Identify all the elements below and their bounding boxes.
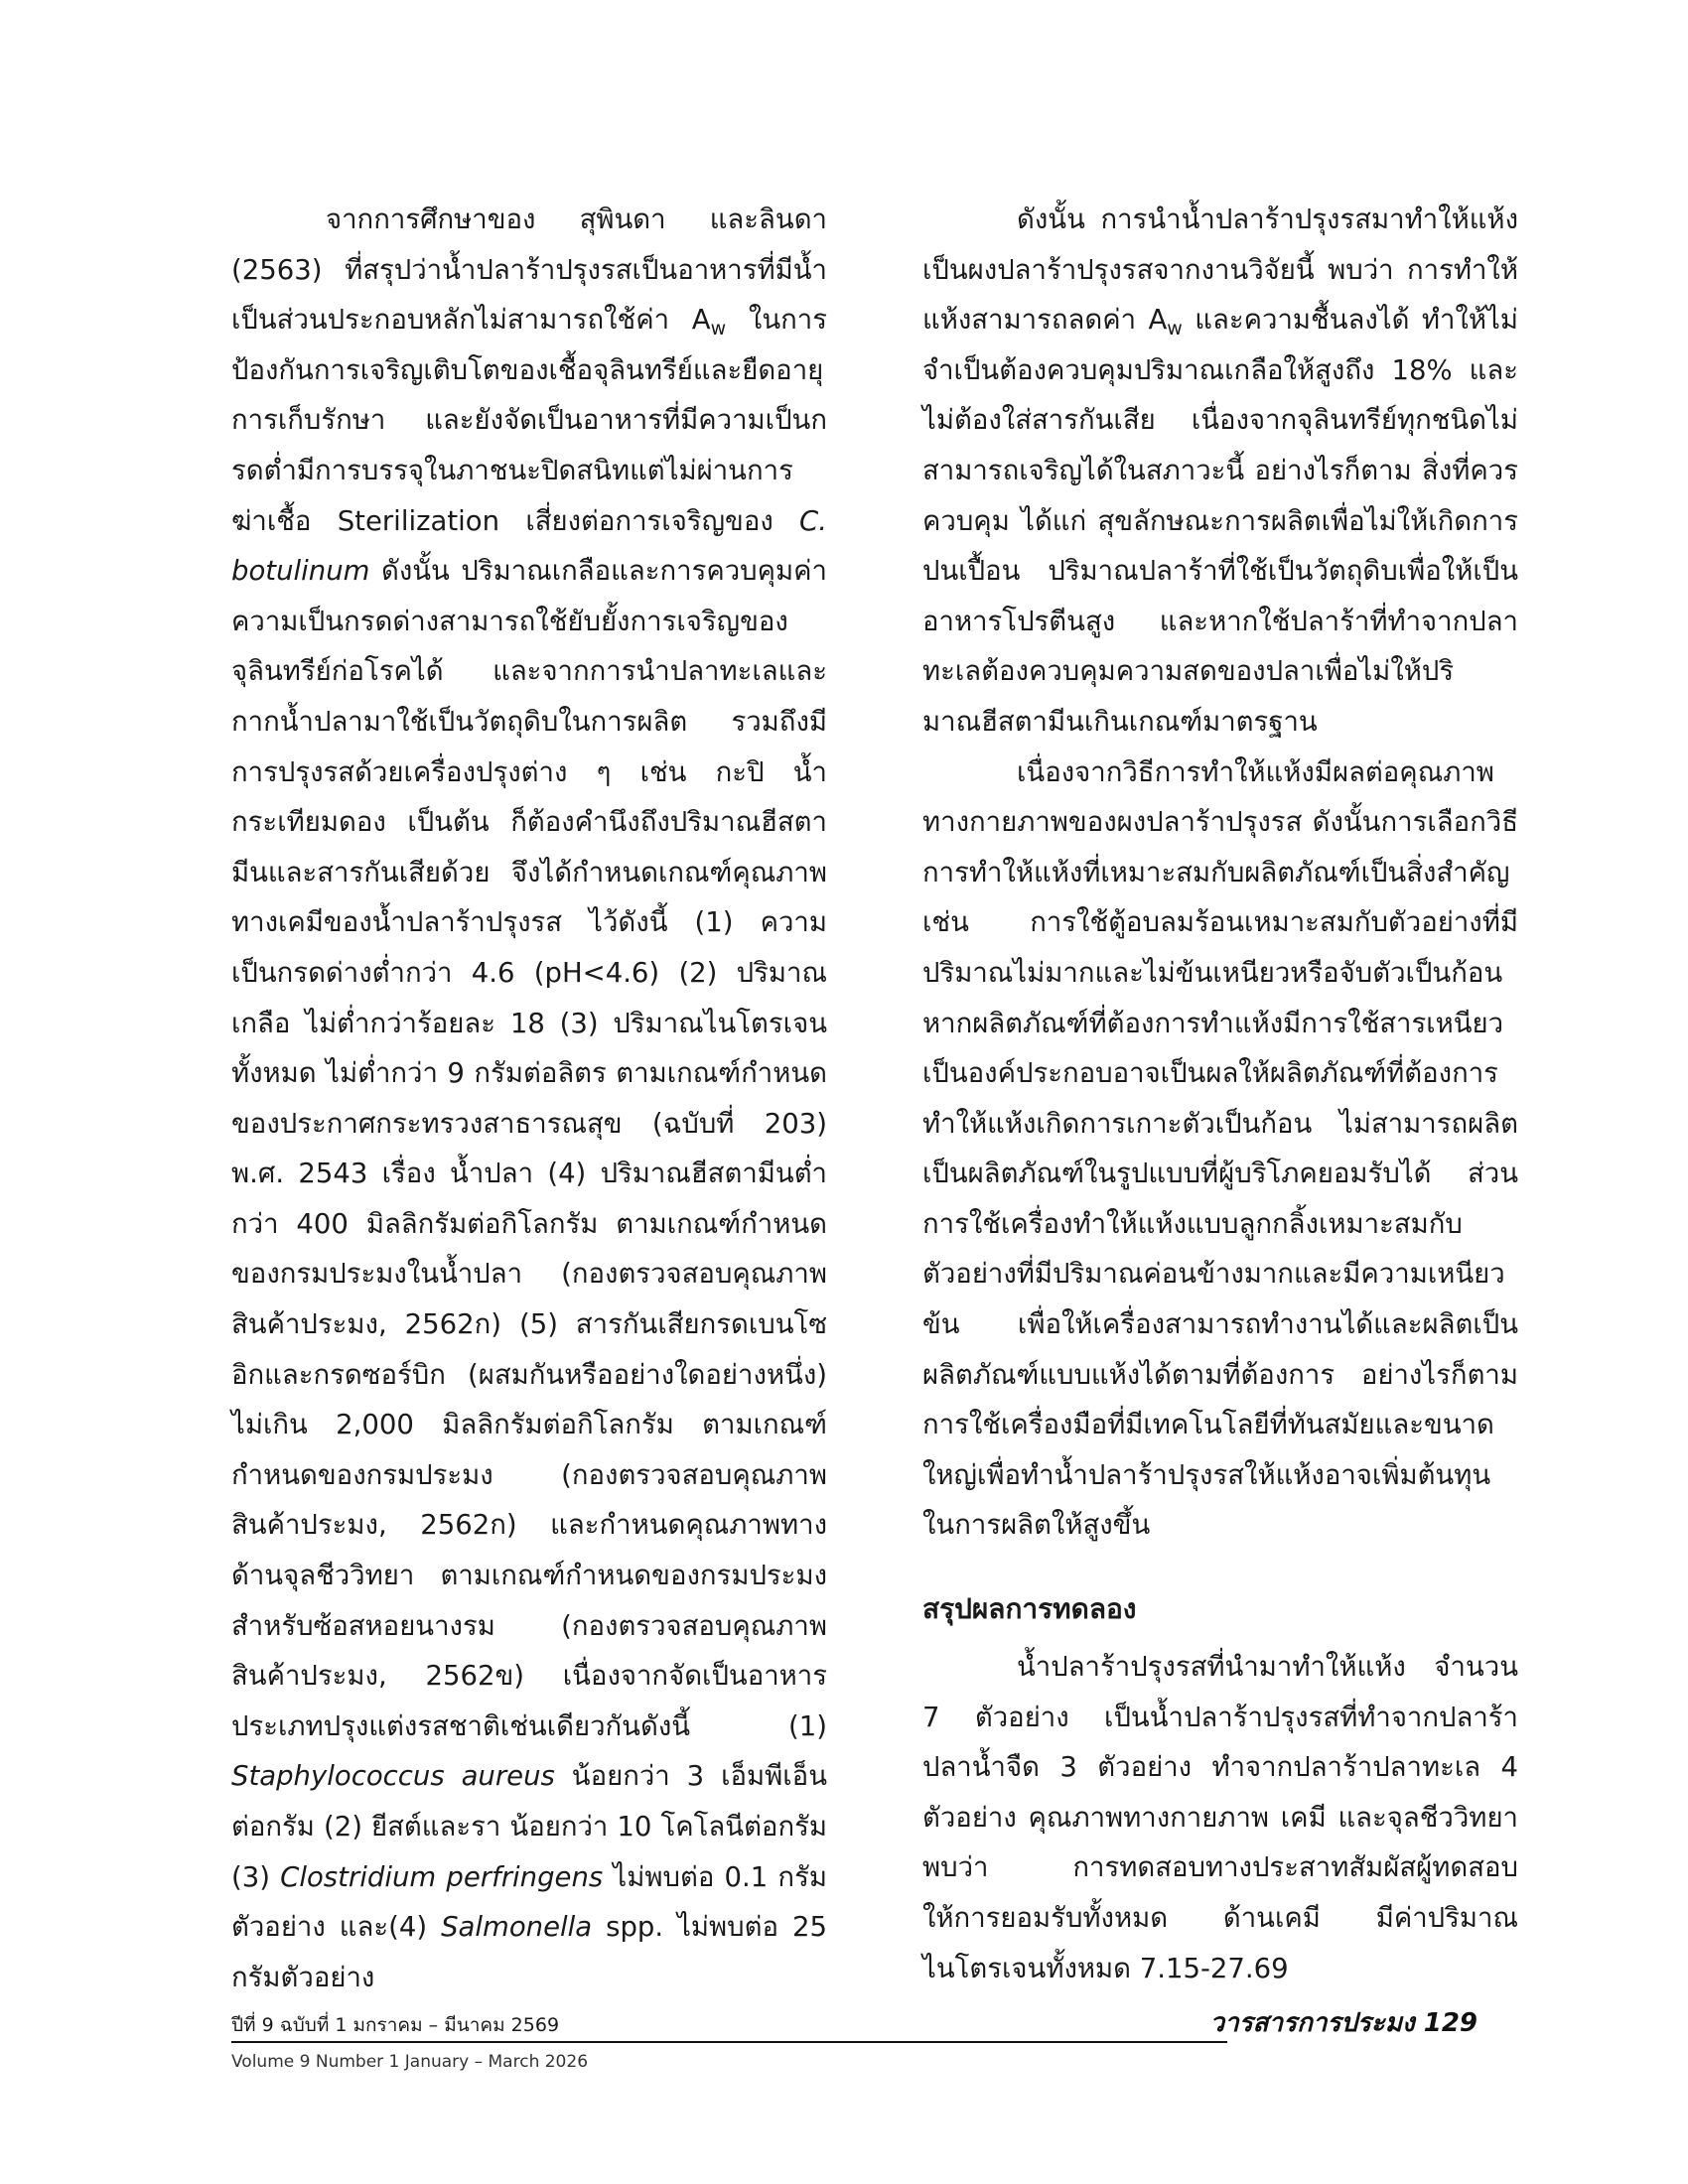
subscript-w: w	[710, 318, 727, 341]
text-run: จากการศึกษาของ สุพินดา และลินดา (2563) ที่สรุปว่าน้ำปลาร้าปรุงรสเป็นอาหารที่มีน้ำเป็นส่วนประกอบหลักไม่สามารถใช้ค่า A	[231, 204, 827, 337]
section-heading: สรุปผลการทดลอง	[922, 1592, 1137, 1626]
right-paragraph-2: เนื่องจากวิธีการทำให้แห้งมีผลต่อคุณภาพทางกายภาพของผงปลาร้าปรุงรส ดังนั้นการเลือกวิธีการทำให้แห้งที่เหมาะสมกับผลิตภัณฑ์เป็นสิ่งสำคัญ เช่น การใช้ตู้อบลมร้อนเหมาะสมกับตัวอย่างที่มีปริมาณไม่มากและไม่ข้นเหนียวหรือจับตัวเป็นก้อน หากผลิตภัณฑ์ที่ต้องการทำแห้งมีการใช้สารเหนียวเป็นองค์ประกอบอาจเป็นผลให้ผลิตภัณฑ์ที่ต้องการทำให้แห้งเกิดการเกาะตัวเป็นก้อน ไม่สามารถผลิตเป็นผลิตภัณฑ์ในรูปแบบที่ผู้บริโภคยอมรับได้ ส่วนการใช้เครื่องทำให้แห้งแบบลูกกลิ้งเหมาะสมกับตัวอย่างที่มีปริมาณค่อนข้างมากและมีความเหนียวข้น เพื่อให้เครื่องสามารถทำงานได้และผลิตเป็นผลิตภัณฑ์แบบแห้งได้ตามที่ต้องการ อย่างไรก็ตาม การใช้เครื่องมือที่มีเทคโนโลยีที่ทันสมัยและขนาดใหญ่เพื่อทำน้ำปลาร้าปรุงรสให้แห้งอาจเพิ่มต้นทุนในการผลิตให้สูงขึ้น	[922, 755, 1518, 1542]
text-run: น้อยกว่า 3 เอ็มพีเอ็นต่อกรัม (2) ยีสต์และรา น้อยกว่า 10 โคโลนีต่อกรัม (3)	[231, 1760, 827, 1893]
footer-issue-english: Volume 9 Number 1 January – March 2026	[231, 2052, 589, 2072]
left-paragraph-1	[231, 195, 827, 2002]
left-column	[231, 195, 827, 2002]
footer-rule	[231, 2041, 1227, 2043]
organism-name: Clostridium perfringens	[280, 1860, 604, 1893]
footer-journal-page: วารสารการประมง 129	[1209, 2008, 1477, 2038]
subscript-w: w	[1167, 318, 1183, 341]
organism-name: C. botulinum	[231, 504, 827, 588]
organism-name: Salmonella	[441, 1911, 593, 1944]
organism-name: Staphylococcus aureus	[231, 1760, 555, 1793]
text-run: ไม่พบต่อ 0.1 กรัมตัวอย่าง และ(4)	[231, 1860, 827, 1944]
text-run: ในการป้องกันการเจริญเติบโตของเชื้อจุลินทรีย์และยืดอายุการเก็บรักษา และยังจัดเป็นอาหารที่มีความเป็นกรดต่ำมีการบรรจุในภาชนะปิดสนิทแต่ไม่ผ่านการฆ่าเชื้อ Sterilization เสี่ยงต่อการเจริญของ	[231, 304, 827, 537]
text-run: และความชื้นลงได้ ทำให้ไม่จำเป็นต้องควบคุมปริมาณเกลือให้สูงถึง 18% และไม่ต้องใส่สารกันเสีย เนื่องจากจุลินทรีย์ทุกชนิดไม่สามารถเจริญได้ในสภาวะนี้ อย่างไรก็ตาม สิ่งที่ควรควบคุม ได้แก่ สุขลักษณะการผลิตเพื่อไม่ให้เกิดการปนเปื้อน ปริมาณปลาร้าที่ใช้เป็นวัตถุดิบเพื่อให้เป็นอาหารโปรตีนสูง และหากใช้ปลาร้าที่ทำจากปลาทะเลต้องควบคุมความสดของปลาเพื่อไม่ให้ปริมาณฮีสตามีนเกินเกณฑ์มาตรฐาน	[922, 304, 1518, 738]
text-run: ดังนั้น การนำน้ำปลาร้าปรุงรสมาทำให้แห้งเป็นผงปลาร้าปรุงรสจากงานวิจัยนี้ พบว่า การทำให้แห้งสามารถลดค่า A	[922, 204, 1518, 337]
footer-issue-thai: ปีที่ 9 ฉบับที่ 1 มกราคม – มีนาคม 2569	[231, 2014, 560, 2036]
right-paragraph-1	[922, 195, 1518, 748]
right-paragraph-3: น้ำปลาร้าปรุงรสที่นำมาทำให้แห้ง จำนวน 7 ตัวอย่าง เป็นน้ำปลาร้าปรุงรสที่ทำจากปลาร้า ปลาน้ำจืด 3 ตัวอย่าง ทำจากปลาร้าปลาทะเล 4 ตัวอย่าง คุณภาพทางกายภาพ เคมี และจุลชีววิทยา พบว่า การทดสอบทางประสาทสัมผัสผู้ทดสอบให้การยอมรับทั้งหมด ด้านเคมี มีค่าปริมาณไนโตรเจนทั้งหมด 7.15-27.69	[922, 1651, 1518, 1984]
text-run: spp. ไม่พบต่อ 25 กรัมตัวอย่าง	[231, 1911, 827, 1993]
text-run: ดังนั้น ปริมาณเกลือและการควบคุมค่าความเป็นกรดด่างสามารถใช้ยับยั้งการเจริญของจุลินทรีย์ก่อโรคได้ และจากการนำปลาทะเลและกากน้ำปลามาใช้เป็นวัตถุดิบในการผลิต รวมถึงมีการปรุงรสด้วยเครื่องปรุงต่าง ๆ เช่น กะปิ น้ำกระเทียมดอง เป็นต้น ก็ต้องคำนึงถึงปริมาณฮีสตามีนและสารกันเสียด้วย จึงได้กำหนดเกณฑ์คุณภาพทางเคมีของน้ำปลาร้าปรุงรส ไว้ดังนี้ (1) ความเป็นกรดด่างต่ำกว่า 4.6 (pH<4.6) (2) ปริมาณเกลือ ไม่ต่ำกว่าร้อยละ 18 (3) ปริมาณไนโตรเจนทั้งหมด ไม่ต่ำกว่า 9 กรัมต่อลิตร ตามเกณฑ์กำหนดของประกาศกระทรวงสาธารณสุข (ฉบับที่ 203) พ.ศ. 2543 เรื่อง น้ำปลา (4) ปริมาณฮีสตามีนต่ำกว่า 400 มิลลิกรัมต่อกิโลกรัม ตามเกณฑ์กำหนดของกรมประมงในน้ำปลา (กองตรวจสอบคุณภาพสินค้าประมง, 2562ก) (5) สารกันเสียกรดเบนโซอิกและกรดซอร์บิก (ผสมกันหรืออย่างใดอย่างหนึ่ง) ไม่เกิน 2,000 มิลลิกรัมต่อกิโลกรัม ตามเกณฑ์กำหนดของกรมประมง (กองตรวจสอบคุณภาพสินค้าประมง, 2562ก) และกำหนดคุณภาพทางด้านจุลชีววิทยา ตามเกณฑ์กำหนดของกรมประมงสำหรับซ้อสหอยนางรม (กองตรวจสอบคุณภาพสินค้าประมง, 2562ข) เนื่องจากจัดเป็นอาหารประเภทปรุงแต่งรสชาติเช่นเดียวกันดังนี้ (1)	[231, 555, 827, 1742]
right-column	[922, 195, 1518, 1993]
